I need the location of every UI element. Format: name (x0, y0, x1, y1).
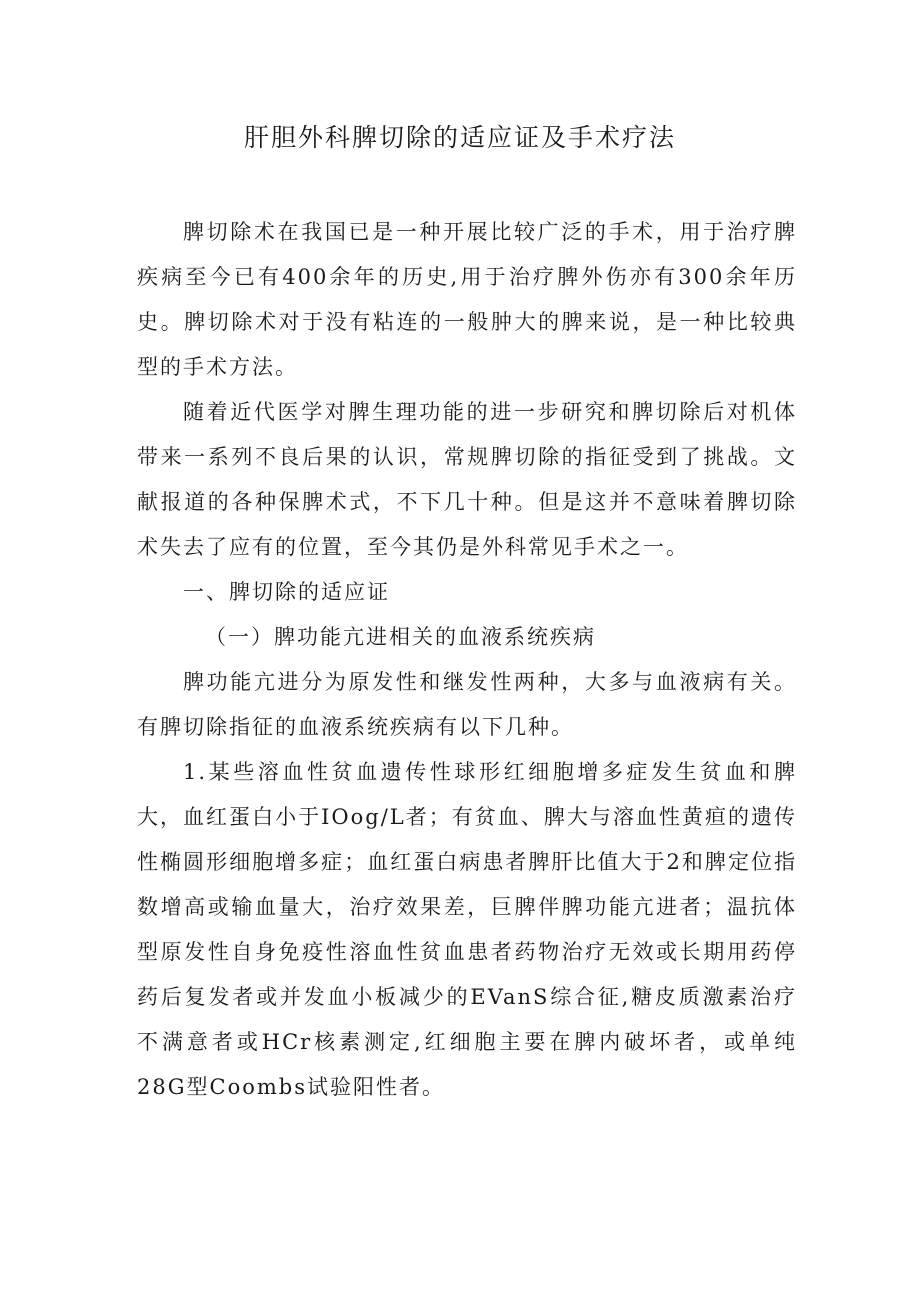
paragraph-hemolytic-anemia: 1.某些溶血性贫血遗传性球形红细胞增多症发生贫血和脾大，血红蛋白小于IOog/L者；有贫血、脾大与溶血性黄疸的遗传性椭圆形细胞增多症；血红蛋白病患者脾肝比值大于2和脾定位指数增高或输血量大，治疗效果差，巨脾伴脾功能亢进者；温抗体型原发性自身免疫性溶血性贫血患者药物治疗无效或长期用药停药后复发者或并发血小板减少的EVanS综合征,糖皮质激素治疗不满意者或HCr核素测定,红细胞主要在脾内破坏者，或单纯28G型Coombs试验阳性者。 (137, 760, 797, 1099)
paragraph-modern-research: 随着近代医学对脾生理功能的进一步研究和脾切除后对机体带来一系列不良后果的认识，常规脾切除的指征受到了挑战。文献报道的各种保脾术式，不下几十种。但是这并不意味着脾切除术失去了应有的位置，至今其仍是外科常见手术之一。 (137, 400, 797, 559)
document-body (137, 210, 797, 1110)
paragraph-hypersplenism: 脾功能亢进分为原发性和继发性两种，大多与血液病有关。有脾切除指征的血液系统疾病有以下几种。 (137, 670, 797, 739)
section-heading-indications: 一、脾切除的适应证 (183, 580, 390, 604)
document-title: 肝胆外科脾切除的适应证及手术疗法 (243, 123, 676, 152)
subsection-heading-hypersplenism: （一）脾功能亢进相关的血液系统疾病 (205, 625, 596, 649)
paragraph-intro: 脾切除术在我国已是一种开展比较广泛的手术，用于治疗脾疾病至今已有400余年的历史,用于治疗脾外伤亦有300余年历史。脾切除术对于没有粘连的一般肿大的脾来说，是一种比较典型的手术方法。 (137, 220, 797, 379)
